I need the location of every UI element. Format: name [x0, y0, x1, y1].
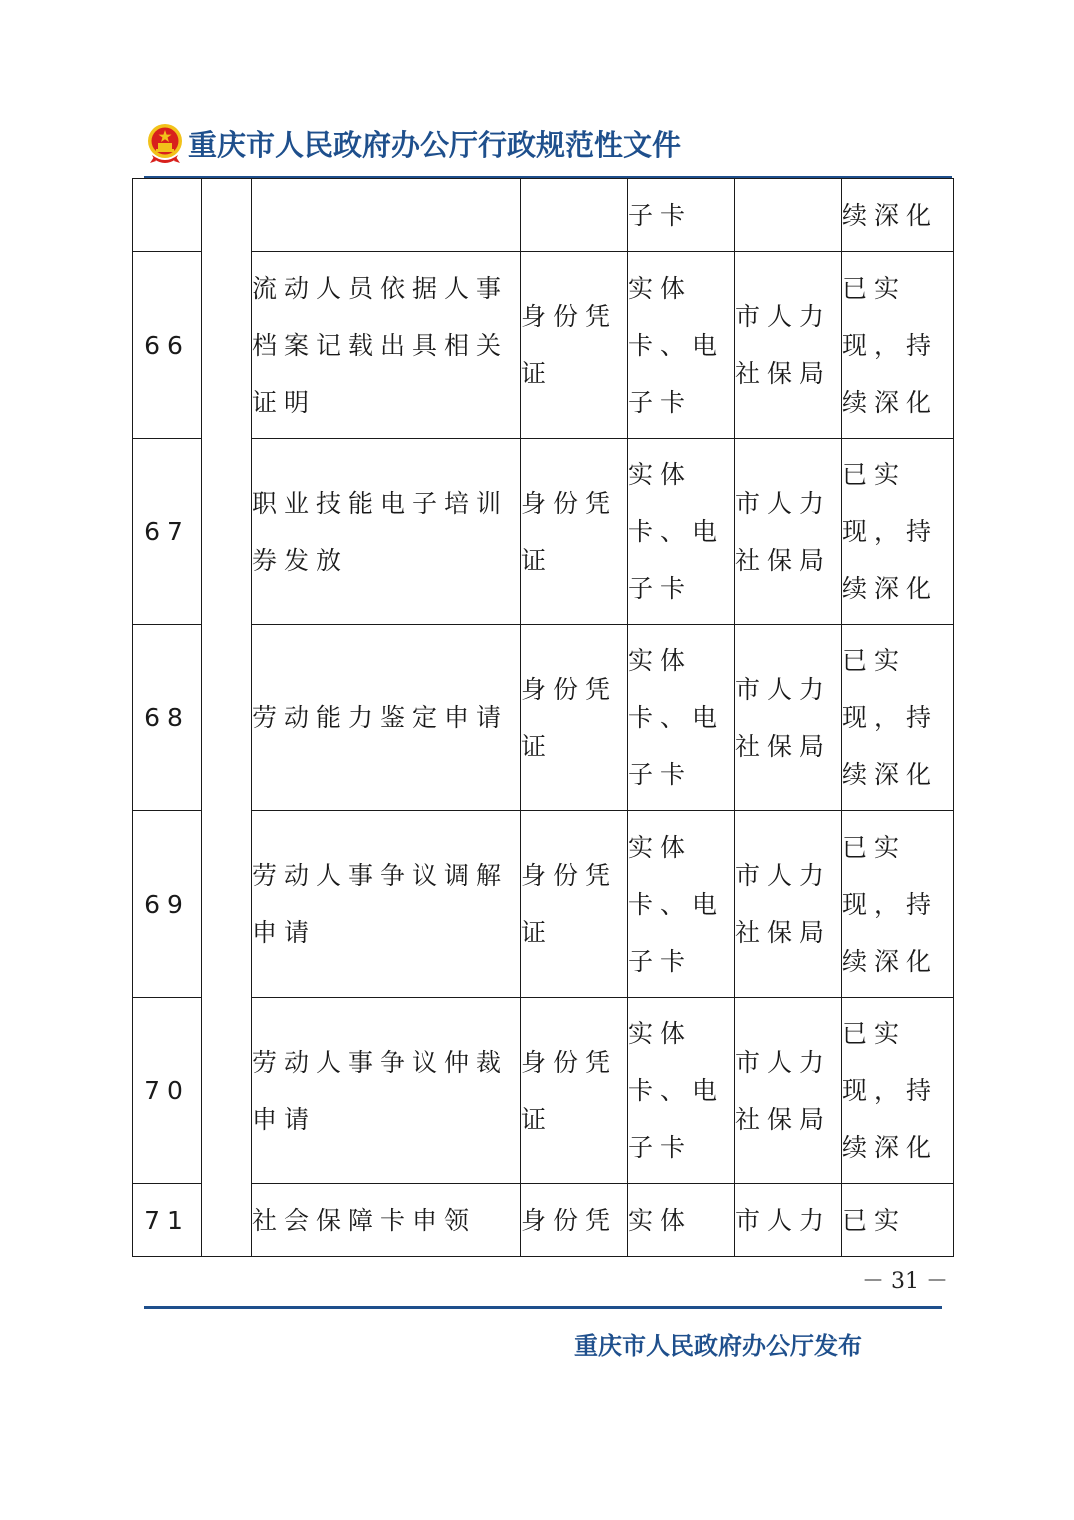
department: 市人力 [735, 1184, 842, 1257]
document-header [146, 118, 681, 168]
cert-type: 身份凭证 [521, 439, 628, 625]
row-number: 70 [133, 998, 202, 1184]
status: 已实现，持续深化 [842, 811, 954, 998]
cert-type: 身份凭证 [521, 998, 628, 1184]
card-form: 实体 [628, 1184, 735, 1257]
cert-type: 身份凭 [521, 1184, 628, 1257]
table-row [133, 252, 954, 439]
form-cell: 子卡 [628, 179, 735, 252]
category-cell [202, 179, 252, 1257]
table-row [133, 439, 954, 625]
row-number: 67 [133, 439, 202, 625]
service-table [132, 178, 954, 1257]
department: 市人力社保局 [735, 439, 842, 625]
status: 已实现，持续深化 [842, 439, 954, 625]
national-emblem-icon [146, 121, 184, 165]
item-name: 劳动能力鉴定申请 [252, 625, 521, 811]
footer-publisher: 重庆市人民政府办公厅发布 [574, 1331, 862, 1360]
page-number: － 31 － [862, 1269, 948, 1294]
table-row [133, 998, 954, 1184]
item-name: 劳动人事争议调解申请 [252, 811, 521, 998]
table-row [133, 625, 954, 811]
cert-type: 身份凭证 [521, 625, 628, 811]
cert-type: 身份凭证 [521, 252, 628, 439]
row-number: 68 [133, 625, 202, 811]
status: 已实现，持续深化 [842, 998, 954, 1184]
table-row-continued [133, 179, 954, 252]
item-name: 劳动人事争议仲裁申请 [252, 998, 521, 1184]
item-name: 职业技能电子培训券发放 [252, 439, 521, 625]
footer-divider [144, 1306, 942, 1309]
department: 市人力社保局 [735, 998, 842, 1184]
card-form: 实体卡、电子卡 [628, 811, 735, 998]
card-form: 实体卡、电子卡 [628, 439, 735, 625]
dept-cell [735, 179, 842, 252]
status-cell: 续深化 [842, 179, 954, 252]
department: 市人力社保局 [735, 811, 842, 998]
table-row-last [133, 1184, 954, 1257]
status: 已实 [842, 1184, 954, 1257]
department: 市人力社保局 [735, 625, 842, 811]
department: 市人力社保局 [735, 252, 842, 439]
row-number: 71 [133, 1184, 202, 1257]
cert-type: 身份凭证 [521, 811, 628, 998]
table-row [133, 811, 954, 998]
card-form: 实体卡、电子卡 [628, 252, 735, 439]
row-number: 66 [133, 252, 202, 439]
header-title: 重庆市人民政府办公厅行政规范性文件 [188, 127, 682, 162]
status: 已实现，持续深化 [842, 252, 954, 439]
row-number: 69 [133, 811, 202, 998]
cert-cell [521, 179, 628, 252]
card-form: 实体卡、电子卡 [628, 625, 735, 811]
item-cell [252, 179, 521, 252]
item-name: 流动人员依据人事档案记载出具相关证明 [252, 252, 521, 439]
status: 已实现，持续深化 [842, 625, 954, 811]
row-number-cell [133, 179, 202, 252]
item-name: 社会保障卡申领 [252, 1184, 521, 1257]
card-form: 实体卡、电子卡 [628, 998, 735, 1184]
